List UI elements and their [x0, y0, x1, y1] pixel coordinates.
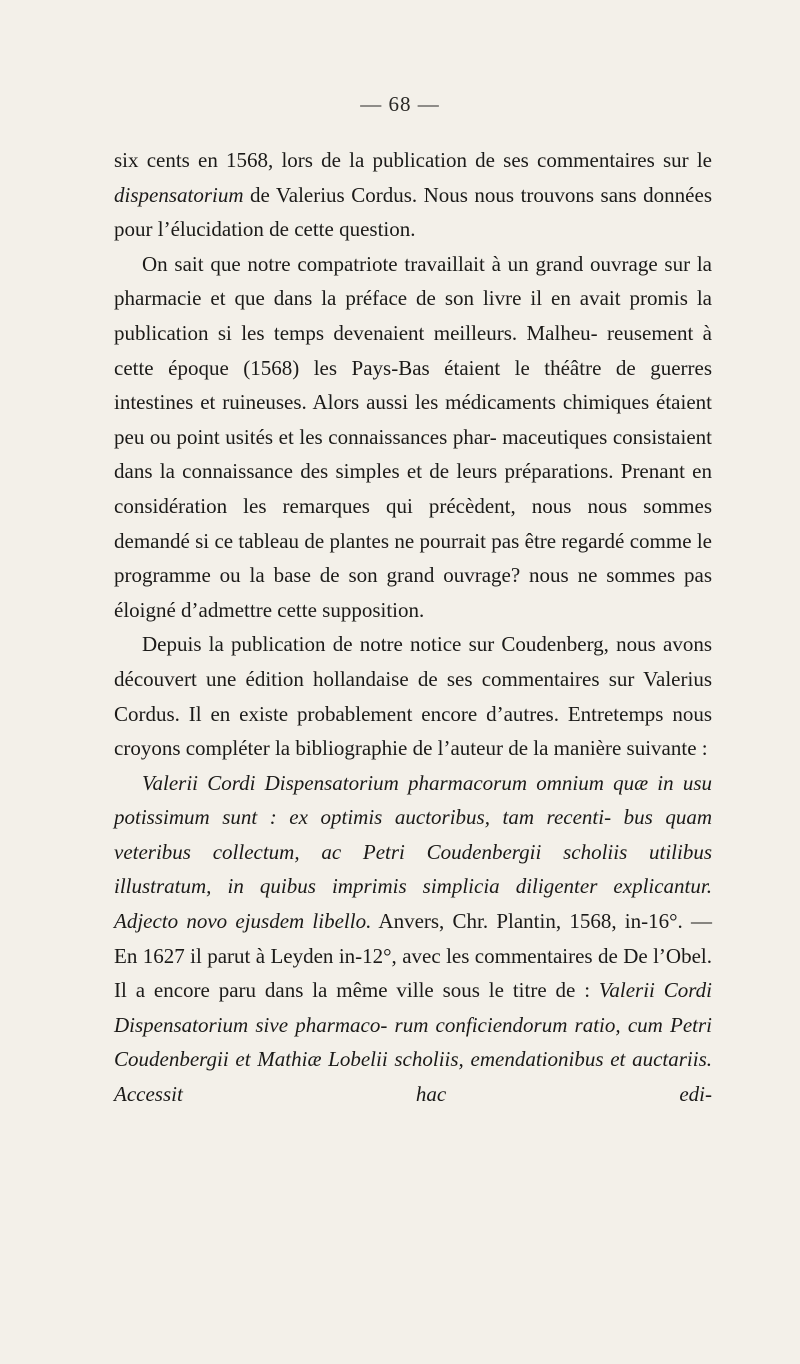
- body-text: [114, 143, 712, 1112]
- bibliography-title-1: Valerii Cordi Dispensatorium pharmacorum omnium quæ in usu potissimum sunt : ex optimis auctoribus, tam recenti- bus quam veteribus collectum, ac Petri Coudenbergii scholiis utilibus illustratum, in quibus imprimis simplicia diligenter explicantur. Adjecto novo ejusdem libello.: [114, 770, 712, 934]
- paragraph-1-text-b: de Valerius Cordus. Nous nous trouvons sans données pour l’élucidation de cette question.: [114, 182, 712, 242]
- paragraph-2: On sait que notre compatriote travaillait à un grand ouvrage sur la pharmacie et que dans la préface de son livre il en avait promis la publication si les temps devenaient meilleurs. Malheu- reusement à cette époque (1568) les Pays-Bas étaient le théâtre de guerres intestines et ruineuses. Alors aussi les médicaments chimiques étaient peu ou point usités et les connaissances phar- maceutiques consistaient dans la connaissance des simples et de leurs préparations. Prenant en considération les remarques qui précèdent, nous nous sommes demandé si ce tableau de plantes ne pourrait pas être regardé comme le programme ou la base de son grand ouvrage? nous ne sommes pas éloigné d’admettre cette supposition.: [114, 251, 712, 622]
- paragraph-1-italic-dispensatorium: dispensatorium: [114, 182, 244, 207]
- paragraph-3: Depuis la publication de notre notice sur Coudenberg, nous avons découvert une édition hollandaise de ses commentaires sur Valerius Cordus. Il en existe probablement encore d’autres. Entretemps nous croyons compléter la bibliographie de l’auteur de la manière suivante :: [114, 632, 712, 761]
- paragraph-1: [114, 143, 712, 247]
- bibliography-text: Anvers, Chr. Plantin, 1568, in-16°. — En 1627 il parut à Leyden in-12°, avec les commentaires de De l’Obel. Il a encore paru dans la même ville sous le titre de :: [114, 909, 712, 1003]
- bibliography-title-2: Valerii Cordi Dispensatorium sive pharmaco- rum conficiendorum ratio, cum Petri Coudenbergii et Mathiæ Lobelii scholiis, emendationibus et auctariis. Accessit hac edi-: [114, 978, 712, 1107]
- paragraph-4-bibliography: [114, 766, 712, 1112]
- paragraph-1-text-a: six cents en 1568, lors de la publication de ses commentaires sur le: [114, 148, 712, 172]
- page-number: — 68 —: [360, 92, 440, 116]
